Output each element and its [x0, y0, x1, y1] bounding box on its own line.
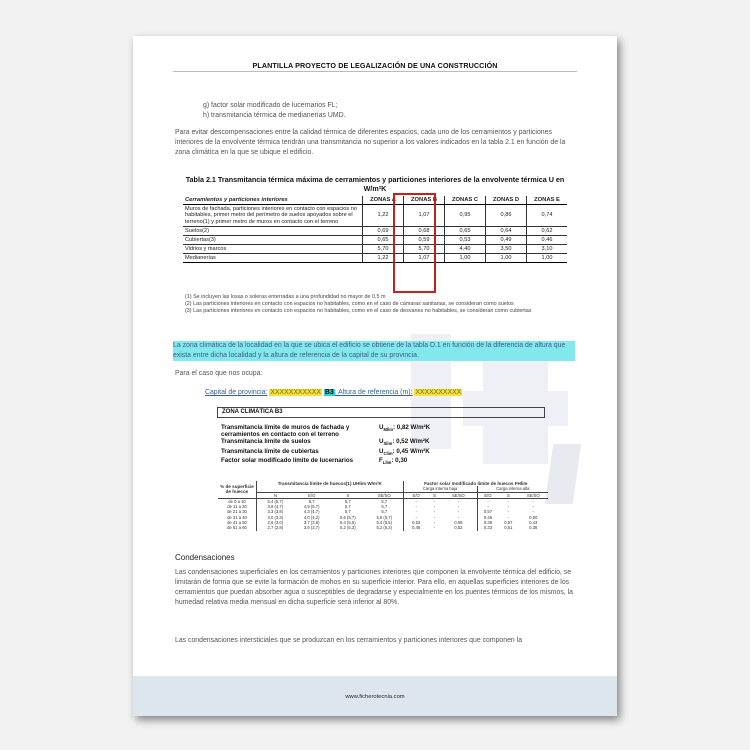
table-cell: 0,57	[504, 520, 513, 526]
capital-label: Capital de provincia:	[205, 389, 268, 396]
table-cell: -	[433, 504, 436, 510]
table-cell: de 31 a 40	[227, 514, 247, 520]
table-cell: -	[440, 498, 477, 504]
table-cell: de 51 a 60	[227, 525, 247, 531]
table-cell: -	[507, 514, 510, 520]
limit-row	[221, 448, 430, 457]
table-note: (3) Las particiones interiores en contacto con espacios no habitables, como en el caso de desvanes no habitables, se consideran como cubiertas	[185, 308, 532, 314]
table-cell: 3,3 (3,8)	[257, 509, 294, 514]
table-cell: 0,50	[529, 514, 538, 520]
table-cell: 4,40	[445, 244, 486, 253]
table-header-cell: S	[498, 492, 518, 498]
table-header-cell: E/O	[294, 492, 330, 498]
table-header-cell: Factor solar modificado límite de huecos FHlim	[403, 481, 548, 486]
table-cell: 0,59	[454, 520, 463, 526]
table-cell: 0,64	[486, 226, 527, 235]
table-header-cell: E/O	[477, 492, 498, 498]
row-label: Medianerías	[183, 253, 363, 262]
table-cell: 1,00	[527, 253, 568, 262]
limit-value: $U_{Mlim}$: 0,82 W/m²K	[379, 424, 431, 433]
page-footer	[133, 676, 617, 716]
table-cell: -	[433, 514, 436, 520]
table-cell: 0,74	[527, 205, 568, 227]
table-cell: de 0 a 10	[218, 498, 257, 504]
table-cell: 0,86	[486, 205, 527, 227]
table-cell: 4,0 (4,2)	[303, 514, 320, 520]
table-cell: 0,52	[454, 525, 463, 531]
table-cell: 1,22	[363, 253, 404, 262]
table-cell: 3,10	[527, 244, 568, 253]
table-cell: 1,07	[404, 253, 445, 262]
header-divider	[173, 71, 577, 72]
table-notes	[185, 294, 570, 315]
table-cell: 0,33	[477, 525, 498, 530]
table-header-cell: SE/SO	[366, 492, 403, 498]
document-page	[133, 36, 617, 716]
climate-zone-title: ZONA CLIMÁTICA B3	[217, 407, 545, 418]
table-cell: -	[433, 509, 436, 515]
table-cell: -	[532, 504, 534, 510]
table-header-cell: Cerramientos y particiones interiores	[183, 196, 363, 205]
table-row	[183, 205, 567, 227]
table-header-cell: Transmitancia límite de huecos(1) UHlim W/m²K	[257, 481, 404, 486]
table-cell: 0,49	[486, 235, 527, 244]
table-title: Tabla 2.1 Transmitancia térmica máxima de cerramientos y particiones interiores de la envolvente térmica U en W/m²K	[185, 175, 565, 193]
table-cell: 1,22	[363, 205, 404, 227]
watermark-shape	[545, 444, 581, 504]
table-cell: -	[403, 498, 429, 504]
altitude-value-field: XXXXXXXXXX	[415, 389, 462, 396]
table-cell: 5,70	[404, 244, 445, 253]
table-row	[183, 235, 567, 244]
table-cell: -	[532, 509, 534, 515]
table-cell: 0,57	[477, 509, 498, 514]
table-cell: 5,7	[344, 509, 351, 515]
table-cell: 5,6 (5,7)	[340, 514, 356, 520]
table-header-cell: ZONAS D	[486, 196, 527, 205]
table-header-cell: Carga interna baja	[403, 486, 477, 492]
table-cell: 0,45	[477, 515, 498, 520]
table-cell: 0,46	[527, 235, 568, 244]
table-cell: -	[477, 498, 498, 504]
table-cell: -	[457, 504, 460, 510]
table-header-cell: % de superficie de huecos	[220, 484, 254, 495]
table-header-cell: N	[257, 492, 294, 498]
paragraph: Las condensaciones superficiales en los cerramientos y particiones interiores que componen la envolvente térmica del edificio, se limitarán de forma que se evite la formación de mohos en su superficie interior. Para ello, en aquellas superficies interiores de los cerramientos que puedan absorber agua o susceptibles de degradarse y especialmente en los puentes térmicos de los mismos, la humedad relativa media mensual en dicha superficie será inferior al 80%.	[175, 569, 573, 606]
table-cell: -	[433, 520, 436, 526]
zone-code: B3	[324, 389, 334, 396]
table-cell: 5,7	[344, 504, 351, 510]
table-cell: 5,4 (5,5)	[340, 520, 356, 526]
table-cell: -	[429, 498, 441, 504]
table-cell: 1,07	[404, 205, 445, 227]
table-header-cell: SE/SO	[440, 492, 477, 498]
table-cell: -	[498, 498, 518, 504]
table-header-cell: ZONAS E	[527, 196, 568, 205]
table-cell: 0,38	[477, 520, 498, 525]
transmittance-table	[183, 196, 567, 263]
table-header-row	[183, 196, 567, 205]
highlighted-paragraph: La zona climática de la localidad en la que se ubica el edificio se obtiene de la tabla D.1 en función de la diferencia de altura que exista entre dicha localidad y la altura de referencia de la capital de su provincia.	[173, 341, 575, 361]
table-cell: -	[457, 514, 460, 520]
table-cell: 0,59	[404, 235, 445, 244]
table-cell: de 41 a 50	[227, 520, 247, 526]
limit-label: Transmitancia límite de cubiertas	[221, 447, 319, 455]
table-cell: -	[403, 515, 429, 520]
limit-value: $U_{Slim}$: 0,52 W/m²K	[379, 438, 430, 447]
list-item: h) transmitancia térmica de medianerías UMD.	[203, 112, 346, 119]
table-header-cell: ZONAS B	[404, 196, 445, 205]
table-cell: 2,8 (3,0)	[257, 520, 294, 525]
row-label: Muros de fachada, particiones interiores en contacto con espacios no habitables, primer metro del perímetro de suelos apoyados sobre el terreno(1) y primer metro de muros en contacto con el terreno	[183, 205, 363, 227]
table-cell: 5,7	[381, 504, 388, 510]
table-cell: 0,69	[363, 226, 404, 235]
row-label: Cubiertas(3)	[183, 235, 363, 244]
altitude-label: . Altura de referencia (m):	[334, 389, 413, 396]
table-header-cell: ZONAS C	[445, 196, 486, 205]
limit-row	[221, 424, 430, 438]
limit-label: Factor solar modificado límite de lucernarios	[221, 457, 354, 465]
paragraph: Para el caso que nos ocupa:	[175, 370, 263, 377]
table-header-cell: E/O	[403, 492, 429, 498]
table-row	[183, 244, 567, 253]
table-cell: 0,46	[403, 525, 429, 530]
table-cell: 5,2 (5,3)	[340, 525, 356, 531]
table-cell: 5,7	[381, 509, 388, 515]
table-cell: 5,7	[294, 498, 330, 504]
table-cell: -	[403, 504, 429, 509]
limit-row	[221, 438, 430, 447]
zone-limits	[221, 424, 430, 467]
table-cell: 5,6 (5,7)	[376, 514, 393, 520]
page-header-title: PLANTILLA PROYECTO DE LEGALIZACIÓN DE UNA CONSTRUCCIÓN	[252, 61, 498, 70]
table-cell: 3,6 (3,7)	[303, 525, 320, 531]
table-note: (1) Se incluyen las losas o soleras enterradas a una profundidad no mayor de 0,5 m	[185, 294, 386, 300]
table-note: (2) Las particiones interiores en contacto con espacios no habitables, como en el caso de cámaras sanitarias, se consideran como suelos	[185, 301, 514, 307]
table-header-cell: SE/SO	[518, 492, 548, 498]
table-cell: 0,53	[445, 235, 486, 244]
table-cell: 5,4 (5,5)	[376, 520, 393, 526]
row-label: Suelos(2)	[183, 226, 363, 235]
capital-value-field: XXXXXXXXXXX	[270, 389, 321, 396]
table-cell: 3,0 (3,3)	[257, 515, 294, 520]
table-cell: 0,65	[363, 235, 404, 244]
table-cell: 4,9 (5,7)	[303, 504, 320, 510]
table-cell: 5,4 (5,7)	[257, 498, 294, 504]
table-cell: -	[403, 509, 429, 514]
table-cell: 0,53	[403, 520, 429, 525]
limit-label: Transmitancia límite de suelos	[221, 438, 311, 446]
table-header-cell: ZONAS A	[363, 196, 404, 205]
table-cell: 4,3 (4,7)	[303, 509, 320, 515]
table-row	[183, 226, 567, 235]
limit-value: $U_{Clim}$: 0,45 W/m²K	[379, 447, 430, 457]
table-cell: 5,70	[363, 244, 404, 253]
table-cell: 0,68	[404, 226, 445, 235]
capital-line	[205, 389, 462, 396]
table-cell: -	[433, 525, 436, 531]
limit-value: $F_{Llim}$: 0,30	[379, 457, 408, 466]
paragraph: Para evitar descompensaciones entre la calidad térmica de diferentes espacios, cada uno de los cerramientos y particiones interiores de la envolvente térmica tendrán una transmitancia no superior a los valores indicados en la tabla 2.1 en función de la zona climática en la que se ubique el edificio.	[175, 129, 566, 156]
section-heading: Condensaciones	[175, 553, 235, 562]
table-cell: 0,43	[529, 520, 538, 526]
table-cell: 5,7	[366, 498, 403, 504]
table-cell: 0,65	[445, 226, 486, 235]
table-cell: 0,51	[504, 525, 513, 531]
paragraph: Las condensaciones intersticiales que se produzcan en los cerramientos y particiones interiores que componen la	[175, 637, 523, 644]
footer-url: www.ficherotecnia.com	[345, 694, 405, 700]
table-cell: 1,00	[486, 253, 527, 262]
window-limits-table	[218, 481, 548, 531]
table-cell: -	[457, 509, 460, 515]
table-cell: 3,8 (4,7)	[257, 504, 294, 509]
table-cell: -	[507, 509, 510, 515]
table-cell: de 21 a 30	[227, 509, 247, 515]
list-item: g) factor solar modificado de lucernarios FL;	[203, 102, 338, 109]
table-cell: 5,2 (5,3)	[376, 525, 393, 531]
table-header-cell: Carga interna alta	[477, 486, 548, 492]
table-header-cell: S	[330, 492, 366, 498]
limit-row	[221, 457, 430, 466]
row-label: Vidrios y marcos	[183, 244, 363, 253]
table-cell: 3,7 (3,9)	[303, 520, 320, 526]
table-cell: -	[507, 504, 510, 510]
table-cell: 5,7	[330, 498, 366, 504]
zone-b-highlight-box	[393, 193, 436, 293]
table-cell: 0,62	[527, 226, 568, 235]
table-cell: -	[477, 504, 498, 509]
table-cell: 1,00	[445, 253, 486, 262]
table-cell: -	[518, 498, 548, 504]
table-cell: 0,38	[529, 525, 538, 531]
table-cell: de 11 a 20	[227, 504, 247, 510]
table-cell: 3,50	[486, 244, 527, 253]
table-row	[183, 253, 567, 262]
table-cell: 0,95	[445, 205, 486, 227]
table-header-cell: S	[429, 492, 441, 498]
limit-label: Transmitancia límite de muros de fachada y cerramientos en contacto con el terreno	[221, 424, 350, 439]
table-cell: 2,7 (2,8)	[257, 525, 294, 530]
table-row	[218, 525, 548, 530]
